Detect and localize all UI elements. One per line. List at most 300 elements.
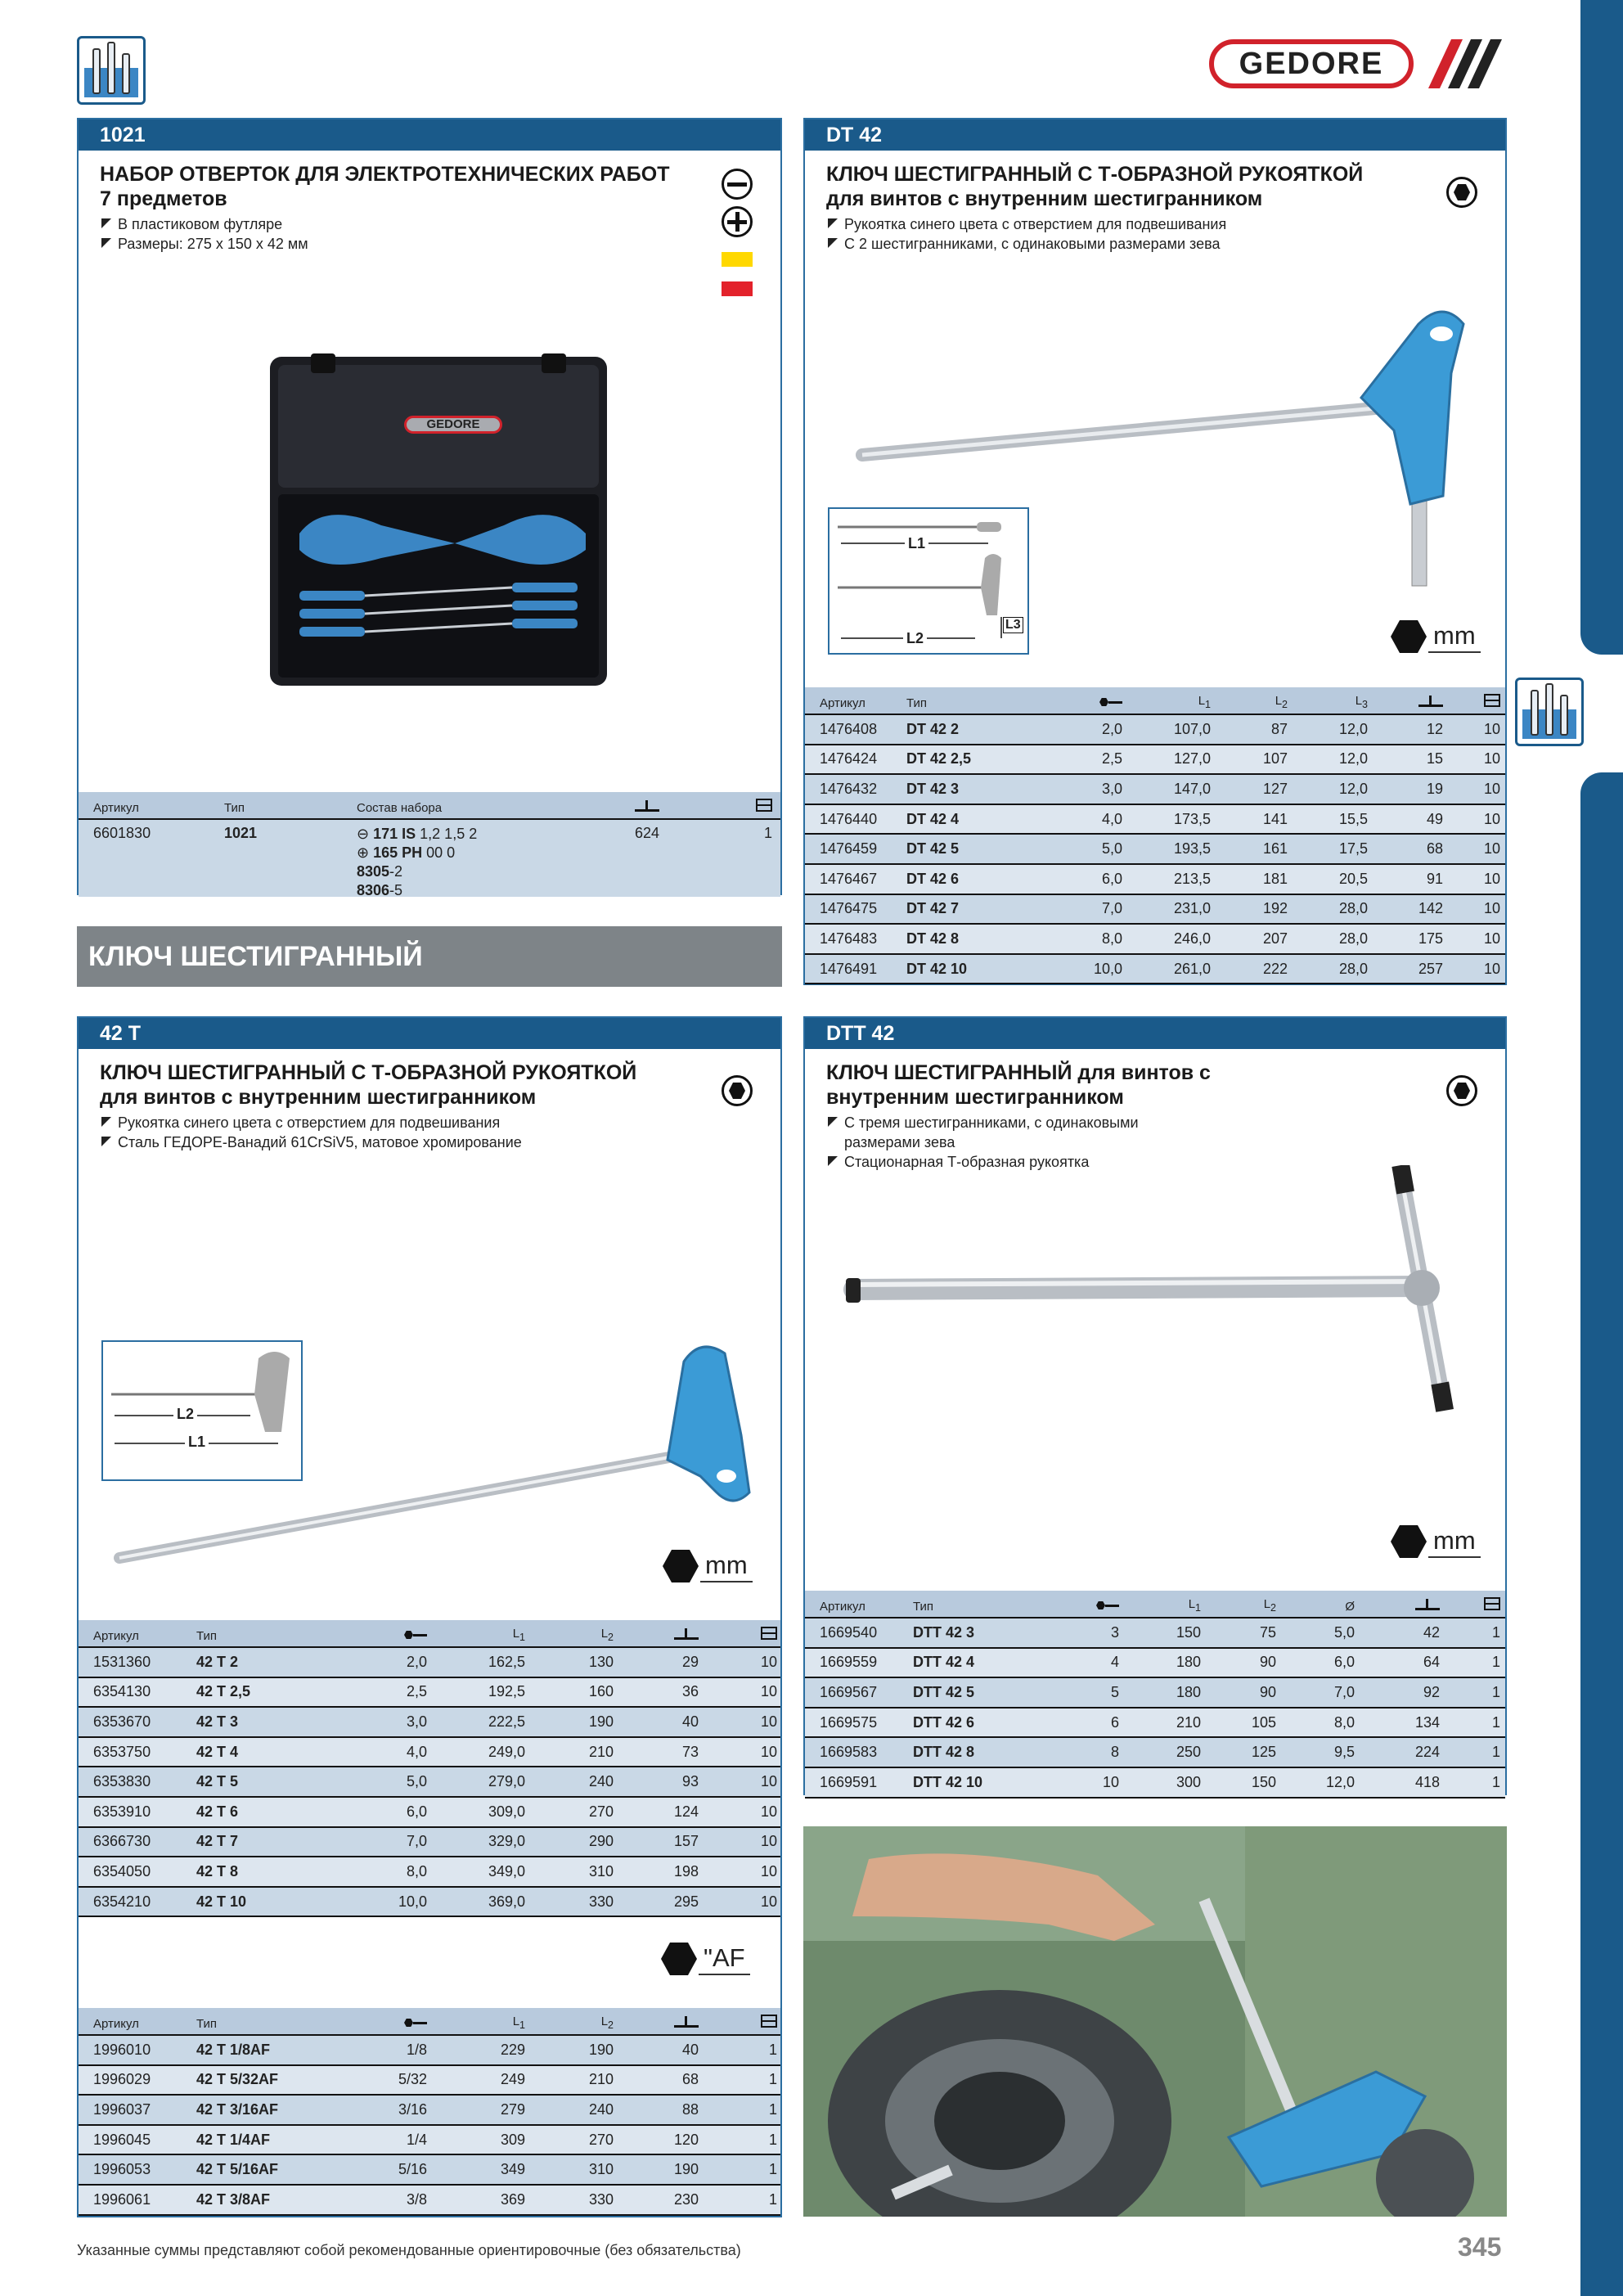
table-cell: 42 T 3/8AF <box>196 2190 271 2208</box>
unit-label: mm <box>700 1550 753 1582</box>
table-cell: 10 <box>1483 750 1500 768</box>
table-cell: 10 <box>1483 900 1500 917</box>
metric-unit-badge <box>1391 620 1481 653</box>
slotted-screw-icon <box>722 169 753 200</box>
table-cell: 173,5 <box>1173 810 1211 827</box>
table-cell: 1/8 <box>406 2041 427 2058</box>
feature-item: С тремя шестигранниками, с одинаковыми размерами зева <box>826 1113 1170 1152</box>
table-row <box>79 2066 780 2096</box>
phillips-screw-icon <box>722 206 753 237</box>
table-cell: 29 <box>681 1653 699 1670</box>
page-number: 345 <box>1458 2232 1502 2262</box>
product-subtitle: для винтов с внутренним шестигранником <box>826 187 1263 210</box>
product-card-dt42 <box>803 118 1507 985</box>
table-cell: 210 <box>588 1743 614 1760</box>
set-line: 8305-2 <box>357 863 403 880</box>
table-cell: 6353750 <box>93 1743 151 1760</box>
table-cell: 6,0 <box>406 1803 427 1820</box>
table-row <box>805 835 1505 865</box>
table-row <box>79 1857 780 1888</box>
table-cell: 1669591 <box>820 1773 878 1790</box>
col-type: Тип <box>196 1629 218 1643</box>
table-cell: 181 <box>1262 870 1288 887</box>
table-cell: 418 <box>1414 1773 1440 1790</box>
table-cell: 1476432 <box>820 780 878 797</box>
footer-note: Указанные суммы представляют собой рекомендованные ориентировочные (без обязательства) <box>77 2242 741 2258</box>
col-hex-size <box>357 1629 430 1643</box>
table-row <box>805 805 1505 835</box>
table-row <box>805 925 1505 955</box>
cell-set <box>353 825 632 900</box>
hex-socket-icon <box>1446 177 1477 208</box>
table-cell: 207 <box>1262 930 1288 947</box>
table-cell: 42 T 2 <box>196 1653 239 1670</box>
table-cell: 42 T 2,5 <box>196 1683 251 1700</box>
feature-item: В пластиковом футляре <box>100 214 780 234</box>
product-code: 42 T <box>79 1018 780 1049</box>
table-cell: 1 <box>1491 1773 1500 1790</box>
table-cell: 20,5 <box>1338 870 1368 887</box>
table-cell: 19 <box>1426 780 1443 797</box>
table-cell: 1996061 <box>93 2190 151 2208</box>
product-table-42t <box>79 1620 780 1917</box>
table-cell: 91 <box>1426 870 1443 887</box>
col-l2: $L_2$ <box>600 1627 614 1643</box>
feature-list <box>100 1113 780 1152</box>
usage-photo-image <box>803 1826 1507 2217</box>
feature-item: Стационарная Т-образная рукоятка <box>826 1152 1170 1172</box>
table-cell: 6354050 <box>93 1862 151 1880</box>
table-cell: 1476483 <box>820 930 878 947</box>
table-cell: 6,0 <box>1101 870 1122 887</box>
table-cell: 28,0 <box>1338 900 1368 917</box>
col-diameter: Ø <box>1345 1600 1355 1614</box>
table-cell: 42 T 7 <box>196 1833 239 1850</box>
table-cell: 68 <box>681 2071 699 2088</box>
table-cell: 15,5 <box>1338 810 1368 827</box>
unit-label: "AF <box>699 1943 750 1975</box>
table-cell: 369,0 <box>488 1893 525 1910</box>
col-l3: $L_3$ <box>1355 694 1368 710</box>
table-row <box>805 1649 1505 1679</box>
product-card-dtt42 <box>803 1016 1507 1795</box>
table-row <box>79 1798 780 1828</box>
table-cell: DTT 42 3 <box>913 1623 975 1641</box>
col-l2: $L_2$ <box>600 2015 614 2031</box>
table-row <box>79 1648 780 1678</box>
col-type: Тип <box>913 1600 934 1614</box>
table-cell: 42 T 5/16AF <box>196 2161 279 2178</box>
table-cell: 36 <box>681 1683 699 1700</box>
package-icon <box>1484 1597 1500 1610</box>
table-cell: 1 <box>1491 1623 1500 1641</box>
table-cell: 8,0 <box>1101 930 1122 947</box>
phillips-icon: ⊕ <box>357 844 370 861</box>
table-cell: DT 42 2 <box>906 720 960 737</box>
col-qty <box>702 1627 780 1643</box>
table-cell: 3/16 <box>398 2100 427 2118</box>
table-cell: 10 <box>760 1743 777 1760</box>
table-cell: 42 T 6 <box>196 1803 239 1820</box>
table-cell: 125 <box>1251 1744 1276 1761</box>
table-cell: 330 <box>588 2190 614 2208</box>
feature-list <box>100 214 780 254</box>
table-row <box>79 1738 780 1768</box>
table-cell: 127 <box>1262 780 1288 797</box>
table-cell: 1476491 <box>820 960 878 977</box>
table-cell: 75 <box>1259 1623 1276 1641</box>
table-cell: 349,0 <box>488 1862 525 1880</box>
table-cell: 10 <box>1483 930 1500 947</box>
cell-type: 1021 <box>224 825 258 841</box>
table-cell: 5,0 <box>406 1773 427 1790</box>
table-cell: 330 <box>588 1893 614 1910</box>
package-icon <box>1484 694 1500 707</box>
table-row <box>79 2096 780 2126</box>
table-cell: 1 <box>768 2161 777 2178</box>
table-cell: 1476424 <box>820 750 878 768</box>
table-row <box>79 2186 780 2216</box>
table-cell: 5/32 <box>398 2071 427 2088</box>
product-code: 1021 <box>79 119 780 151</box>
table-cell: 224 <box>1414 1744 1440 1761</box>
table-cell: 2,0 <box>1101 720 1122 737</box>
table-cell: 5,0 <box>1333 1623 1355 1641</box>
table-cell: 90 <box>1259 1683 1276 1700</box>
table-cell: 180 <box>1176 1654 1201 1671</box>
table-cell: 161 <box>1262 840 1288 858</box>
set-line: 8306-5 <box>357 882 403 898</box>
col-set: Состав набора <box>357 801 443 815</box>
table-cell: 10 <box>760 1803 777 1820</box>
hex-socket-icon <box>1446 1075 1477 1106</box>
col-qty <box>713 799 776 815</box>
table-cell: 12,0 <box>1338 780 1368 797</box>
table-cell: 369 <box>500 2190 525 2208</box>
col-qty <box>1443 1597 1504 1614</box>
col-l2: $L_2$ <box>1275 694 1288 710</box>
table-cell: 107,0 <box>1173 720 1211 737</box>
col-type: Тип <box>906 696 928 710</box>
table-cell: DTT 42 6 <box>913 1713 975 1731</box>
col-article: Артикул <box>93 1629 139 1643</box>
feature-item: С 2 шестигранниками, с одинаковыми размерами зева <box>826 234 1505 254</box>
product-title: КЛЮЧ ШЕСТИГРАННЫЙ С Т-ОБРАЗНОЙ РУКОЯТКОЙ <box>826 163 1364 186</box>
hex-size-icon <box>1098 697 1122 707</box>
inch-unit-badge <box>661 1943 750 1975</box>
dt42-dimension-diagram <box>828 507 1029 655</box>
table-cell: 222 <box>1262 960 1288 977</box>
product-subtitle: внутренним шестигранником <box>826 1086 1124 1109</box>
yellow-color-swatch <box>722 252 753 267</box>
table-cell: 213,5 <box>1173 870 1211 887</box>
case-logo: GEDORE <box>404 416 502 434</box>
slotted-icon: ⊖ <box>357 826 370 842</box>
table-cell: 230 <box>673 2190 699 2208</box>
table-cell: 1669583 <box>820 1744 878 1761</box>
table-cell: 160 <box>588 1683 614 1700</box>
weight-icon <box>1418 696 1443 707</box>
table-cell: 12,0 <box>1338 750 1368 768</box>
table-cell: 240 <box>588 1773 614 1790</box>
table-cell: 329,0 <box>488 1833 525 1850</box>
table-row <box>79 820 780 897</box>
table-cell: 4,0 <box>406 1743 427 1760</box>
table-row <box>805 775 1505 805</box>
dtt42-key-image <box>838 1165 1484 1427</box>
table-cell: 12 <box>1426 720 1443 737</box>
table-cell: 64 <box>1423 1654 1440 1671</box>
table-cell: 8,0 <box>406 1862 427 1880</box>
table-cell: 3,0 <box>1101 780 1122 797</box>
label-l1: L1 <box>185 1434 209 1451</box>
col-weight <box>617 1628 702 1643</box>
set-line: ⊕ 165 PH 00 0 <box>357 844 456 861</box>
table-cell: 6354130 <box>93 1683 151 1700</box>
table-cell: 1996010 <box>93 2041 151 2058</box>
right-tab-top <box>1580 0 1623 655</box>
product-table-dt42 <box>805 687 1505 984</box>
table-cell: 10 <box>1483 840 1500 858</box>
table-cell: DTT 42 10 <box>913 1773 983 1790</box>
table-row <box>79 1828 780 1858</box>
table-cell: 134 <box>1414 1713 1440 1731</box>
table-cell: 1 <box>1491 1744 1500 1761</box>
table-cell: 9,5 <box>1333 1744 1355 1761</box>
table-cell: 10 <box>760 1862 777 1880</box>
weight-icon <box>635 800 659 812</box>
table-cell: DT 42 8 <box>906 930 960 947</box>
table-cell: 270 <box>588 1803 614 1820</box>
table-cell: 1669575 <box>820 1713 878 1731</box>
unit-label: mm <box>1428 1525 1481 1558</box>
table-cell: 1669567 <box>820 1683 878 1700</box>
table-cell: 124 <box>673 1803 699 1820</box>
red-color-swatch <box>722 281 753 296</box>
table-cell: 1996029 <box>93 2071 151 2088</box>
product-table-dtt42 <box>805 1591 1505 1799</box>
table-cell: 92 <box>1423 1683 1440 1700</box>
table-cell: 10 <box>760 1713 777 1730</box>
table-cell: 42 <box>1423 1623 1440 1641</box>
right-tab-bottom <box>1580 772 1623 2296</box>
table-cell: 246,0 <box>1173 930 1211 947</box>
col-qty <box>1446 694 1504 710</box>
table-cell: 10 <box>760 1833 777 1850</box>
col-l1: $L_1$ <box>512 1627 525 1643</box>
table-cell: 5/16 <box>398 2161 427 2178</box>
table-cell: 1 <box>768 2131 777 2148</box>
table-cell: 6353830 <box>93 1773 151 1790</box>
table-cell: 49 <box>1426 810 1443 827</box>
col-l2: $L_2$ <box>1263 1597 1276 1614</box>
hex-icon <box>1391 620 1427 653</box>
table-cell: 4 <box>1110 1654 1119 1671</box>
table-cell: 10 <box>1483 780 1500 797</box>
table-cell: 90 <box>1259 1654 1276 1671</box>
dimension-drawing <box>829 509 1027 653</box>
hex-size-icon <box>402 1630 427 1640</box>
table-cell: 7,0 <box>406 1833 427 1850</box>
table-cell: 6353910 <box>93 1803 151 1820</box>
table-cell: 6 <box>1110 1713 1119 1731</box>
table-cell: DTT 42 8 <box>913 1744 975 1761</box>
table-cell: 1476440 <box>820 810 878 827</box>
table-cell: 10,0 <box>398 1893 427 1910</box>
table-row <box>805 865 1505 895</box>
table-cell: 10 <box>760 1773 777 1790</box>
hex-socket-icon <box>722 1075 753 1106</box>
table-cell: 2,5 <box>1101 750 1122 768</box>
42t-key-image <box>111 1337 774 1582</box>
label-l2: L2 <box>903 630 927 647</box>
table-cell: 349 <box>500 2161 525 2178</box>
table-cell: 42 T 4 <box>196 1743 239 1760</box>
cell-qty: 1 <box>763 825 772 841</box>
table-cell: 162,5 <box>488 1653 525 1670</box>
table-cell: 192 <box>1262 900 1288 917</box>
table-row <box>805 1618 1505 1649</box>
table-cell: 300 <box>1176 1773 1201 1790</box>
table-cell: 15 <box>1426 750 1443 768</box>
table-cell: 12,0 <box>1338 720 1368 737</box>
product-code: DT 42 <box>805 119 1505 151</box>
table-row <box>805 715 1505 745</box>
table-cell: 6353670 <box>93 1713 151 1730</box>
package-icon <box>761 2015 777 2028</box>
table-cell: 310 <box>588 1862 614 1880</box>
table-cell: 10 <box>760 1893 777 1910</box>
col-type: Тип <box>224 801 245 815</box>
table-cell: 17,5 <box>1338 840 1368 858</box>
screwdriver-tab-icon[interactable] <box>1515 678 1584 746</box>
table-row <box>79 2036 780 2066</box>
table-cell: 3 <box>1110 1623 1119 1641</box>
table-cell: 1 <box>768 2071 777 2088</box>
table-cell: 1996053 <box>93 2161 151 2178</box>
table-cell: 8 <box>1110 1744 1119 1761</box>
table-cell: DT 42 3 <box>906 780 960 797</box>
table-cell: 10 <box>1483 810 1500 827</box>
table-cell: 3/8 <box>406 2190 427 2208</box>
col-l1: $L_1$ <box>1188 1597 1201 1614</box>
table-cell: 190 <box>588 1713 614 1730</box>
section-title: КЛЮЧ ШЕСТИГРАННЫЙ <box>77 926 782 987</box>
table-cell: 73 <box>681 1743 699 1760</box>
product-card-1021 <box>77 118 782 898</box>
hex-icon <box>1391 1525 1427 1558</box>
table-cell: 190 <box>588 2041 614 2058</box>
table-cell: 1996045 <box>93 2131 151 2148</box>
feature-item: Рукоятка синего цвета с отверстием для подвешивания <box>100 1113 780 1132</box>
table-row <box>805 1738 1505 1768</box>
table-cell: 40 <box>681 2041 699 2058</box>
table-cell: 210 <box>588 2071 614 2088</box>
feature-list <box>826 214 1505 254</box>
table-cell: 1 <box>1491 1654 1500 1671</box>
set-line: ⊖ 171 IS 1,2 1,5 2 <box>357 826 478 842</box>
table-cell: 1 <box>1491 1713 1500 1731</box>
product-card-42t <box>77 1016 782 2217</box>
table-cell: 10 <box>760 1683 777 1700</box>
label-l3: L3 <box>1003 617 1023 633</box>
table-cell: 250 <box>1176 1744 1201 1761</box>
table-cell: 310 <box>588 2161 614 2178</box>
table-cell: 1476408 <box>820 720 878 737</box>
product-title: КЛЮЧ ШЕСТИГРАННЫЙ С Т-ОБРАЗНОЙ РУКОЯТКОЙ <box>100 1061 637 1084</box>
cell-article: 6601830 <box>93 825 151 841</box>
logo-slashes-icon <box>1420 39 1502 88</box>
table-cell: 42 T 1/4AF <box>196 2131 271 2148</box>
table-cell: 7,0 <box>1333 1683 1355 1700</box>
usage-photo <box>803 1826 1507 2217</box>
table-cell: 42 T 3/16AF <box>196 2100 279 2118</box>
table-cell: 193,5 <box>1173 840 1211 858</box>
table-cell: 231,0 <box>1173 900 1211 917</box>
table-cell: 107 <box>1262 750 1288 768</box>
package-icon <box>761 1627 777 1640</box>
weight-icon <box>674 2016 699 2028</box>
table-cell: 309,0 <box>488 1803 525 1820</box>
col-article: Артикул <box>93 2017 139 2031</box>
table-cell: 249,0 <box>488 1743 525 1760</box>
table-cell: DTT 42 5 <box>913 1683 975 1700</box>
hex-size-icon <box>1095 1600 1119 1610</box>
product-table-42t-af <box>79 2008 780 2216</box>
table-cell: 290 <box>588 1833 614 1850</box>
weight-icon <box>1415 1599 1440 1610</box>
table-row <box>805 1708 1505 1739</box>
table-cell: 10 <box>1483 870 1500 887</box>
product-title: НАБОР ОТВЕРТОК ДЛЯ ЭЛЕКТРОТЕХНИЧЕСКИХ РАБОТ <box>100 163 670 186</box>
cell-weight: 624 <box>635 825 660 841</box>
table-cell: 120 <box>673 2131 699 2148</box>
table-row <box>805 1768 1505 1799</box>
table-cell: 10 <box>1483 960 1500 977</box>
table-cell: 261,0 <box>1173 960 1211 977</box>
product-subtitle: для винтов с внутренним шестигранником <box>100 1086 537 1109</box>
col-weight <box>1358 1599 1443 1614</box>
table-cell: 6366730 <box>93 1833 151 1850</box>
table-cell: 1 <box>768 2190 777 2208</box>
product-title: КЛЮЧ ШЕСТИГРАННЫЙ для винтов с <box>826 1061 1211 1084</box>
feature-item: Рукоятка синего цвета с отверстием для подвешивания <box>826 214 1505 234</box>
table-cell: 222,5 <box>488 1713 525 1730</box>
table-cell: 192,5 <box>488 1683 525 1700</box>
table-cell: 130 <box>588 1653 614 1670</box>
table-cell: 42 T 1/8AF <box>196 2041 271 2058</box>
table-row <box>79 2155 780 2186</box>
table-row <box>79 1708 780 1738</box>
product-code: DTT 42 <box>805 1018 1505 1049</box>
feature-list <box>826 1113 1170 1172</box>
table-row <box>805 955 1505 985</box>
table-cell: 28,0 <box>1338 930 1368 947</box>
table-cell: 210 <box>1176 1713 1201 1731</box>
table-cell: 295 <box>673 1893 699 1910</box>
col-article: Артикул <box>93 801 139 815</box>
table-cell: 42 T 5/32AF <box>196 2071 279 2088</box>
product-subtitle: 7 предметов <box>100 187 227 210</box>
label-l2: L2 <box>173 1406 197 1423</box>
table-cell: 157 <box>673 1833 699 1850</box>
feature-item: Сталь ГЕДОРЕ-Ванадий 61CrSiV5, матовое хромирование <box>100 1132 780 1152</box>
table-cell: 7,0 <box>1101 900 1122 917</box>
col-article: Артикул <box>820 1600 865 1614</box>
table-cell: 88 <box>681 2100 699 2118</box>
table-cell: 10 <box>1483 720 1500 737</box>
table-cell: 1996037 <box>93 2100 151 2118</box>
